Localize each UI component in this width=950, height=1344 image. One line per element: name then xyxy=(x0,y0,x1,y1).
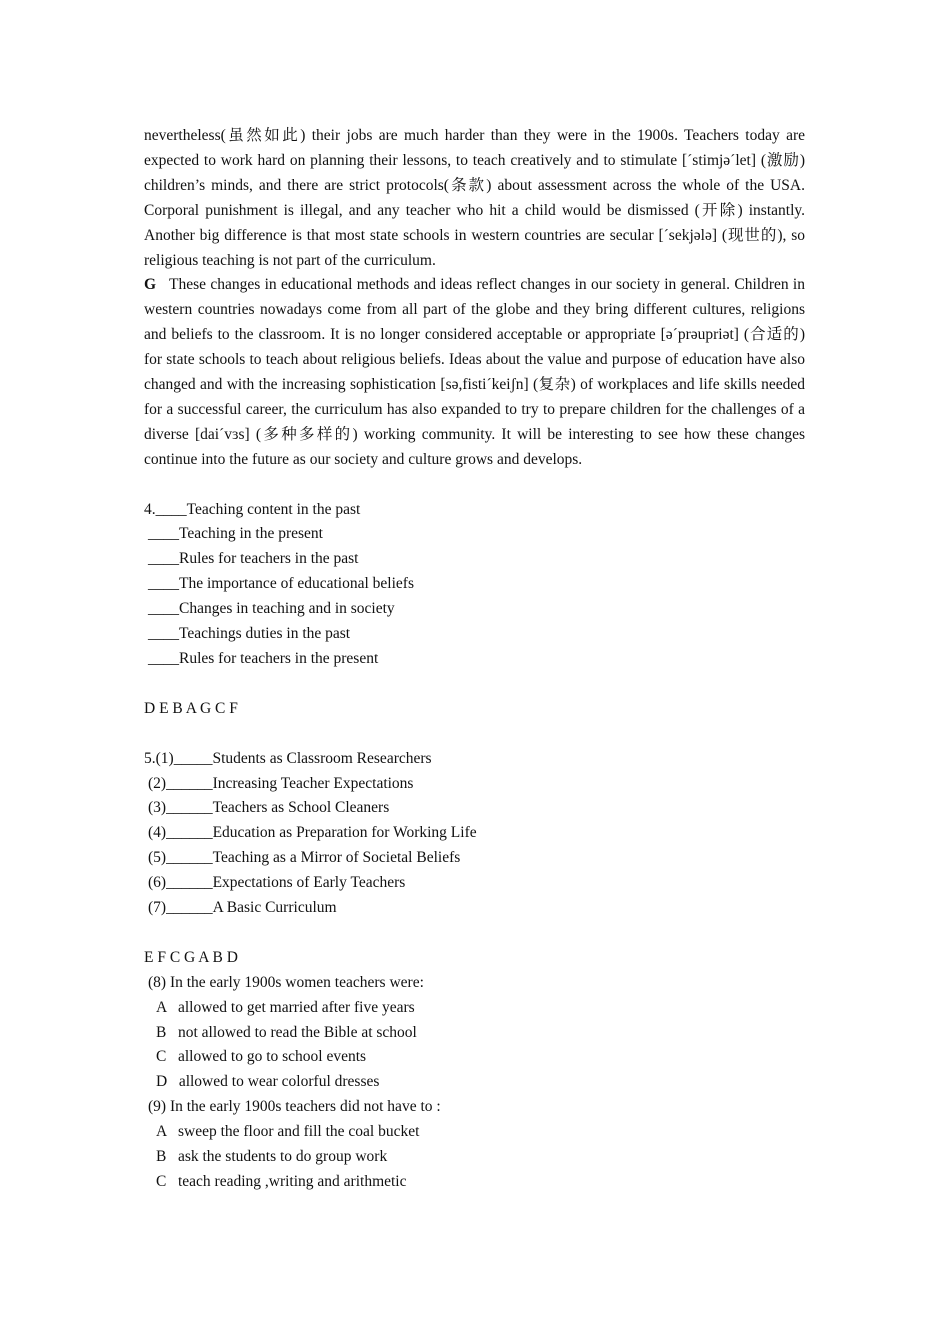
question-8 xyxy=(144,971,805,1096)
q9-question: (9) In the early 1900s teachers did not have to : xyxy=(148,1098,441,1116)
question-5 xyxy=(144,747,805,921)
paragraph-g xyxy=(144,273,805,472)
q5-item: (7)______A Basic Curriculum xyxy=(148,899,337,917)
document-page xyxy=(144,124,805,1195)
question-9 xyxy=(144,1095,805,1195)
paragraph-g-text: These changes in educational methods and ideas reflect changes in our society in general. Children in western countries nowadays come from all part of the globe and they bring different cultures, religions and beliefs to the classroom. It is no longer considered acceptable or appropriate [ə´prəupriət] (合适的) for state schools to teach about religious beliefs. Ideas about the value and purpose of education have also changed and with the increasing sophistication [sə,fisti´keiʃn] (复杂) of workplaces and life skills needed for a successful career, the curriculum has also expanded to try to prepare children for the challenges of a diverse [dai´vɜs] (多种多样的) working community. It will be interesting to see how these changes continue into the future as our society and culture grows and develops. xyxy=(144,276,805,468)
q8-question: (8) In the early 1900s women teachers were: xyxy=(148,973,424,991)
q5-item: (5)______Teaching as a Mirror of Societal Beliefs xyxy=(148,849,461,867)
q5-item: (4)______Education as Preparation for Working Life xyxy=(148,824,477,842)
q5-item: (6)______Expectations of Early Teachers xyxy=(148,874,406,892)
q4-item: ____Changes in teaching and in society xyxy=(148,600,395,618)
q8-option: C allowed to go to school events xyxy=(156,1048,367,1066)
spacer xyxy=(144,921,805,946)
q4-item: ____Rules for teachers in the past xyxy=(148,550,359,568)
q8-option: B not allowed to read the Bible at school xyxy=(156,1023,417,1041)
q5-item: (2)______Increasing Teacher Expectations xyxy=(148,774,414,792)
spacer xyxy=(144,473,805,498)
q8-option: A allowed to get married after five years xyxy=(156,998,415,1016)
q9-option: C teach reading ,writing and arithmetic xyxy=(156,1173,407,1190)
q9-option: A sweep the floor and fill the coal bucket xyxy=(156,1123,420,1141)
q4-heading-item: 4.____Teaching content in the past xyxy=(144,500,361,518)
q5-item: (3)______Teachers as School Cleaners xyxy=(148,799,390,817)
q5-heading-item: 5.(1)_____Students as Classroom Researchers xyxy=(144,749,432,767)
spacer xyxy=(144,672,805,697)
q5-answer: E F C G A B D xyxy=(144,948,238,966)
q4-item: ____Teachings duties in the past xyxy=(148,625,351,643)
q4-item: ____Teaching in the present xyxy=(148,525,323,543)
q8-option: D allowed to wear colorful dresses xyxy=(156,1073,380,1091)
paragraph-f-continued: nevertheless(虽然如此) their jobs are much harder than they were in the 1900s. Teachers today are expected to work hard on planning their lessons, to teach creatively and to stimulate [´stimjə´let] (激励) children’s minds, and there are strict protocols(条款) about assessment across the whole of the USA. Corporal punishment is illegal, and any teacher who hit a child would be dismissed (开除) instantly. Another big difference is that most state schools in western countries are secular [´sekjələ] (现世的), so religious teaching is not part of the curriculum. xyxy=(144,127,805,269)
q4-item: ____The importance of educational beliefs xyxy=(148,575,414,593)
paragraph-g-letter: G xyxy=(144,276,157,294)
spacer xyxy=(144,722,805,747)
q4-answer: D E B A G C F xyxy=(144,699,238,717)
question-4 xyxy=(144,498,805,672)
q9-option: B ask the students to do group work xyxy=(156,1148,388,1166)
q4-item: ____Rules for teachers in the present xyxy=(148,650,379,668)
